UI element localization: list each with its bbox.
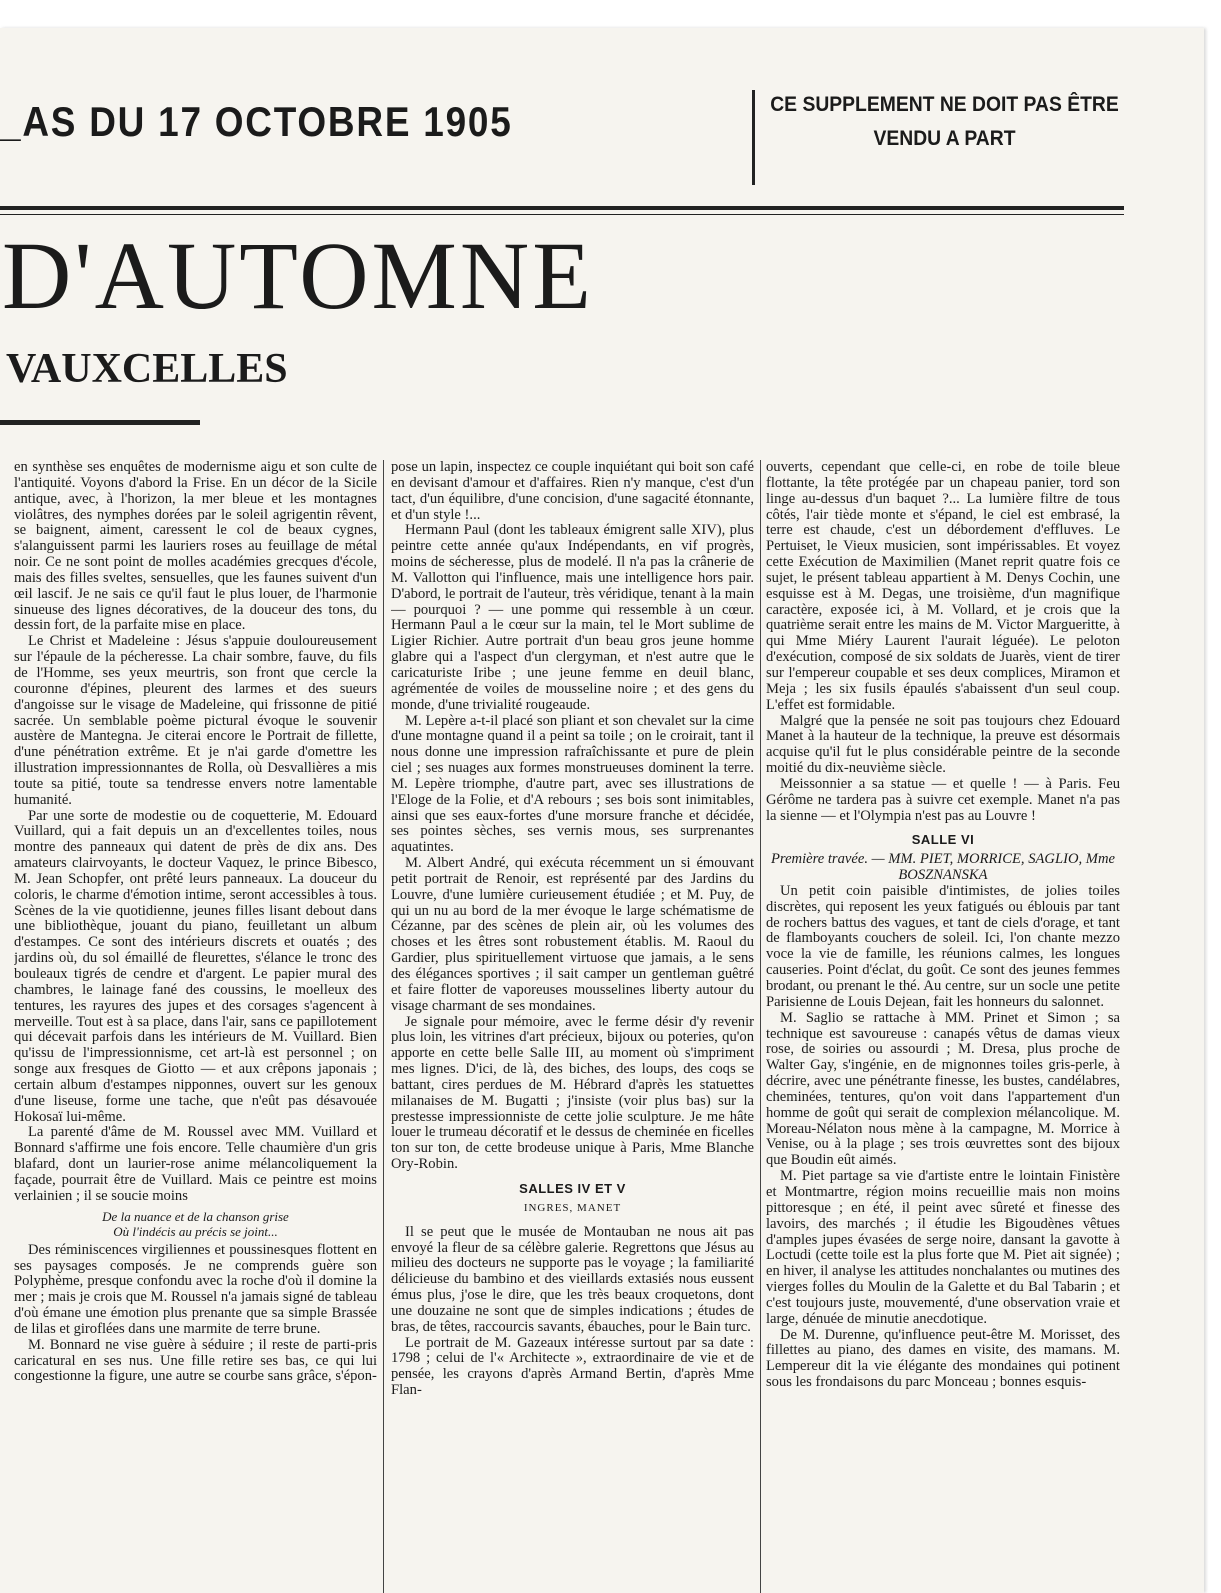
paragraph: Par une sorte de modestie ou de coquetterie, M. Edouard Vuillard, qui a fait depuis un an d'excellentes toiles, nous montre des panneaux qui datent de près de dix ans. Des amateurs clairvoyants, le docteur Vaquez, le prince Bibesco, M. Jean Schopfer, ont prêté leurs panneaux. La douceur du coloris, le charme d'émotion intime, seront accessibles à tous. Scènes de la vie quotidienne, jeunes filles lisant debout dans une bibliothèque, jouant du piano, feuilletant un album d'estampes. Ce sont des intérieurs discrets et ouatés ; des jardins où, du sol émaillé de fleurettes, s'élance le tronc des bouleaux tigrés de cendre et d'argent. Le papier mural des chambres, le lainage fané des coussins, le moelleux des tentures, les rayures des jupes et des corsages s'agencent à merveille. Tout est à sa place, dans l'air, sans ce papillotement qui décevait parfois dans les intérieurs de M. Vuillard. Bien qu'issu de l'impressionnisme, cet art-là est personnel ; on songe aux fresques de Giotto — et aux crêpons japonais ; certain album d'estampes nipponnes, ouvert sur les genoux d'une liseuse, forme une tache, que n'eût pas désavouée Hokosaï lui-même. bbox=[14, 807, 377, 1125]
verse-line-1: De la nuance et de la chanson grise bbox=[102, 1208, 289, 1224]
paragraph: en synthèse ses enquêtes de modernisme aigu et son culte de l'antiquité. Voyons d'abord la Frise. En un décor de la Sicile antique, avec, à l'horizon, la mer bleue et les montagnes violâtres, des nymphes dorées par le soleil agrigentin rêvent, se baignent, aiment, caressent le col de beaux cygnes, s'alanguissent parmi les lauriers roses au feuillage de métal noir. Ce ne sont point de molles académies grecques d'école, mais des filles sveltes, sensuelles, que les faunes suivent d'un œil lascif. Je ne sais ce qu'il faut le plus louer, de l'harmonie sinueuse des lignes décoratives, de la douceur des tons, du dessin fort, de la parfaite mise en place. bbox=[14, 460, 377, 634]
masthead-date: _AS DU 17 OCTOBRE 1905 bbox=[0, 98, 513, 145]
article-headline: D'AUTOMNE bbox=[2, 222, 594, 329]
article-column-3 bbox=[766, 460, 1120, 1593]
section-subheading: INGRES, MANET bbox=[523, 1201, 622, 1214]
paragraph: Malgré que la pensée ne soit pas toujours chez Edouard Manet à la hauteur de la technique, la preuve est désormais acquise qu'il fut le plus considérable peintre de la seconde moitié du dix-neuvième siècle. bbox=[766, 712, 1120, 777]
supplement-line-1: CE SUPPLEMENT NE DOIT PAS ÊTRE bbox=[770, 93, 1119, 116]
section-heading-salle-vi: SALLE VI bbox=[911, 832, 975, 848]
paragraph: Il se peut que le musée de Montauban ne nous ait pas envoyé la fleur de sa célèbre galerie. Regrettons que Jésus au milieu des docteurs ne supporte pas le voyage ; la familiarité délicieuse du bambino et des vieillards extasiés nous eussent émus plus, j'ose le dire, que les très beaux croquetons, dont une douzaine ne sont que de simples indications ; études de bras, de têtes, raccourcis savants, ébauches, pour le Bain turc. bbox=[391, 1223, 754, 1335]
article-column-1 bbox=[14, 460, 377, 1593]
paragraph: M. Saglio se rattache à MM. Prinet et Simon ; sa technique est savoureuse : canapés vêtus de damas vieux rose, de soiries ou assourdi ; M. Dresa, plus proche de Walter Gay, s'ingénie, en de mignonnes toiles gris-perle, à décrire, avec une pénétrante finesse, les bustes, candélabres, cheminées, tentures, qu'on voit dans l'appartement d'un homme de goût qui serait de complexion mélancolique. M. Moreau-Nélaton nous mène à la campagne, M. Morrice à Venise, ou à la plage ; ses trois œuvrettes sont des bijoux que Boudin eût aimés. bbox=[766, 1009, 1120, 1169]
paragraph: ouverts, cependant que celle-ci, en robe de toile bleue flottante, la tête protégée par un chapeau panier, tord son linge au-dessus d'un baquet ?... La lumière filtre de tous côtés, l'air tiède monte et s'épand, le ciel est embrasé, la terre est chaude, c'est un débordement d'effluves. Le Pertuiset, le Vieux musicien, sont impérissables. Et voyez cette Exécution de Maximilien (Manet reprit quatre fois ce sujet, le présent tableau appartient à M. Denys Cochin, une esquisse est à M. Degas, une troisième, d'un magnifique caractère, exposée ici, à M. Vollard, et je crois que la quatrième serait entre les mains de M. Victor Margueritte, à qui Mme Miéry Laurent l'aurait léguée). Le peloton d'exécution, composé de six soldats de Juarès, vient de tirer sur l'empereur coupable et ses deux complices, Miramon et Meja ; les six fusils épaulés s'abaissent d'un seul coup. L'effet est formidable. bbox=[766, 460, 1120, 713]
supplement-line-2: VENDU A PART bbox=[873, 127, 1016, 150]
verse-line-2: Où l'indécis au précis se joint... bbox=[113, 1223, 278, 1239]
section-intro: Première travée. — MM. PIET, MORRICE, SAGLIO, Mme BOSZNANSKA bbox=[771, 851, 1115, 884]
masthead-divider bbox=[752, 90, 755, 185]
newspaper-page bbox=[0, 28, 1204, 1593]
column-divider-2 bbox=[760, 460, 761, 1593]
paragraph: M. Piet partage sa vie d'artiste entre le lointain Finistère et Montmartre, région moins recueillie mais non moins pittoresque ; en été, il peint avec sûreté et finesse des lavoirs, des marchés ; il étudie les Bigoudènes vêtues d'amples jupes évasées de serge noire, dansant la gavotte à Loctudi (cette toile est la plus forte que M. Piet ait signée) ; en hiver, il analyse les attitudes nonchalantes ou mutines des vierges folles du Moulin de la Galette et du Bal Tabarin ; et c'est toujours juste, mouvementé, d'une observation vraie et large, dénuée de minutie anecdotique. bbox=[766, 1168, 1120, 1327]
paragraph: Meissonnier a sa statue — et quelle ! — à Paris. Feu Gérôme ne tardera pas à suivre cet exemple. Manet n'a pas la sienne — et l'Olympia n'est pas au Louvre ! bbox=[766, 775, 1120, 824]
paragraph: Un petit coin paisible d'intimistes, de jolies toiles discrètes, qui reposent les yeux fatigués ou éblouis par tant de rochers battus des vagues, et tant de ciels d'orage, et tant de flamboyants couchers de soleil. Ici, l'on chante mezzo voce la vie de famille, les réunions calmes, les longues causeries. Point d'éclat, du goût. Ce sont des jeunes femmes brodant, ou prenant le thé. Au centre, sur un socle une petite Parisienne de Louis Dejean, fait les honneurs du salonnet. bbox=[766, 882, 1120, 1010]
article-column-2 bbox=[391, 460, 754, 1593]
paragraph: Le portrait de M. Gazeaux intéresse surtout par sa date : 1798 ; celui de l'« Architecte », extraordinaire de vie et de pensée, les crayons d'après Armand Bertin, d'après Mme Flan- bbox=[391, 1334, 754, 1399]
paragraph: Hermann Paul (dont les tableaux émigrent salle XIV), plus peintre cette année qu'aux Indépendants, en vif progrès, moins de sécheresse, plus de modelé. Il n'a pas la crânerie de M. Vallotton qui l'influence, mais une intelligence hors pair. D'abord, le portrait de l'auteur, très véridique, tenant à la main — pourquoi ? — une pomme qui ressemble à un cœur. Hermann Paul a le cœur sur la main, tel le Mort sublime de Ligier Richier. Autre portrait d'un beau gros jeune homme glabre qui a l'aspect d'un clergyman, et n'est autre que le caricaturiste Iribe ; une jeune femme en deuil blanc, agrémentée de voiles de mousseline noire ; et des gens du monde, d'une trivialité rougeaude. bbox=[391, 522, 754, 713]
section-heading-salles-iv-v: SALLES IV ET V bbox=[519, 1180, 626, 1196]
article-byline: VAUXCELLES bbox=[6, 346, 288, 392]
header-rule-thick bbox=[0, 206, 1124, 210]
paragraph: M. Lepère a-t-il placé son pliant et son chevalet sur la cime d'une montagne quand il a peint sa toile ; on le croirait, tant il nous donne une impression rafraîchissante et pure de plein ciel ; ses nuages aux formes monstrueuses dominent la terre. M. Lepère triomphe, d'autre part, avec ses illustrations de l'Eloge de la Folie, et d'A rebours ; ses bois sont inimitables, ainsi que ses eaux-fortes d'une morsure franche et décidée, ses pointes sèches, ses vernis mous, ses surprenantes aquatintes. bbox=[391, 712, 754, 856]
paragraph: De M. Durenne, qu'influence peut-être M. Morisset, des fillettes au piano, des dames en visite, des mamans. M. Lempereur dit la vie élégante des mondaines qui potinent sous les frondaisons du parc Monceau ; bonnes esquis- bbox=[766, 1326, 1120, 1391]
byline-rule bbox=[0, 420, 200, 425]
paragraph: La parenté d'âme de M. Roussel avec MM. Vuillard et Bonnard s'affirme une fois encore. Telle chaumière d'un gris blafard, dont un laurier-rose anime mélancoliquement la façade, pourrait être de Vuillard. Mais ce peintre est moins verlainien ; il se soucie moins bbox=[14, 1124, 377, 1204]
paragraph: Des réminiscences virgiliennes et poussinesques flottent en ses paysages composés. Je ne comprends guère son Polyphème, presque confondu avec la roche d'où il domine la mer ; mais je crois que M. Roussel n'a jamais signé de tableau d'où émane une émotion plus prenante que sa simple Brassée de lilas et giroflées dans une marmite de terre brune. bbox=[14, 1241, 377, 1337]
paragraph: M. Albert André, qui exécuta récemment un si émouvant petit portrait de Renoir, est représenté par des Jardins du Louvre, d'une lumière curieusement étudiée ; et M. Puy, de qui un nu au bord de la mer évoque le large schématisme de Cézanne, par des scènes de plein air, où les volumes des choses et les êtres sont robustement établis. M. Raoul du Gardier, plus spirituellement virtuose que jamais, a le sens des élégances sportives ; il sait camper un gentleman guêtré et faire flotter de vaporeuses mousselines liberty autour du visage charmant de ses mondaines. bbox=[391, 855, 754, 1014]
column-divider-1 bbox=[383, 460, 384, 1593]
header-rule-thin bbox=[0, 214, 1124, 215]
paragraph: Je signale pour mémoire, avec le ferme désir d'y revenir plus loin, les vitrines d'art précieux, bijoux ou poteries, qu'on apporte en cette belle Salle III, au moment où s'impriment mes lignes. D'ici, de là, des biches, des loups, des coqs se battant, cires perdues de M. Hébrard d'après les statuettes milanaises de M. Bugatti ; j'insiste (voir plus bas) sur la prestesse impressionniste de cette jolie sculpture. Je me hâte louer le trumeau décoratif et le dessus de cheminée en ficelles ton sur ton, de cette brodeuse unique à Paris, Mme Blanche Ory-Robin. bbox=[391, 1013, 754, 1173]
paragraph: Le Christ et Madeleine : Jésus s'appuie douloureusement sur l'épaule de la pécheresse. La chair sombre, fauve, du fils de l'Homme, ses yeux meurtris, son front que cercle la couronne d'épines, pleurent des larmes et des sueurs d'angoisse sur le visage de Madeleine, qui frissonne de pitié sacrée. Un semblable poème pictural évoque le souvenir austère de Mantegna. Je citerai encore le Portrait de fillette, d'une pénétration extrême. Et je n'ai garde d'omettre les illustration impressionnantes de Rolla, où Desvallières a mis toute sa pitié, toute sa tendresse envers notre lamentable humanité. bbox=[14, 633, 377, 808]
supplement-notice bbox=[767, 88, 1121, 156]
paragraph: pose un lapin, inspectez ce couple inquiétant qui boit son café en devisant d'amour et d'affaires. Rien n'y manque, c'est d'un tact, d'un équilibre, d'une concision, d'une sagacité étonnante, et d'un style !... bbox=[391, 460, 754, 523]
paragraph: M. Bonnard ne vise guère à séduire ; il reste de parti-pris caricatural en ses nus. Une fille retire ses bas, ce qui lui congestionne la figure, une autre se courbe sans grâce, s'épon- bbox=[14, 1336, 377, 1385]
verse-quote bbox=[14, 1209, 377, 1239]
